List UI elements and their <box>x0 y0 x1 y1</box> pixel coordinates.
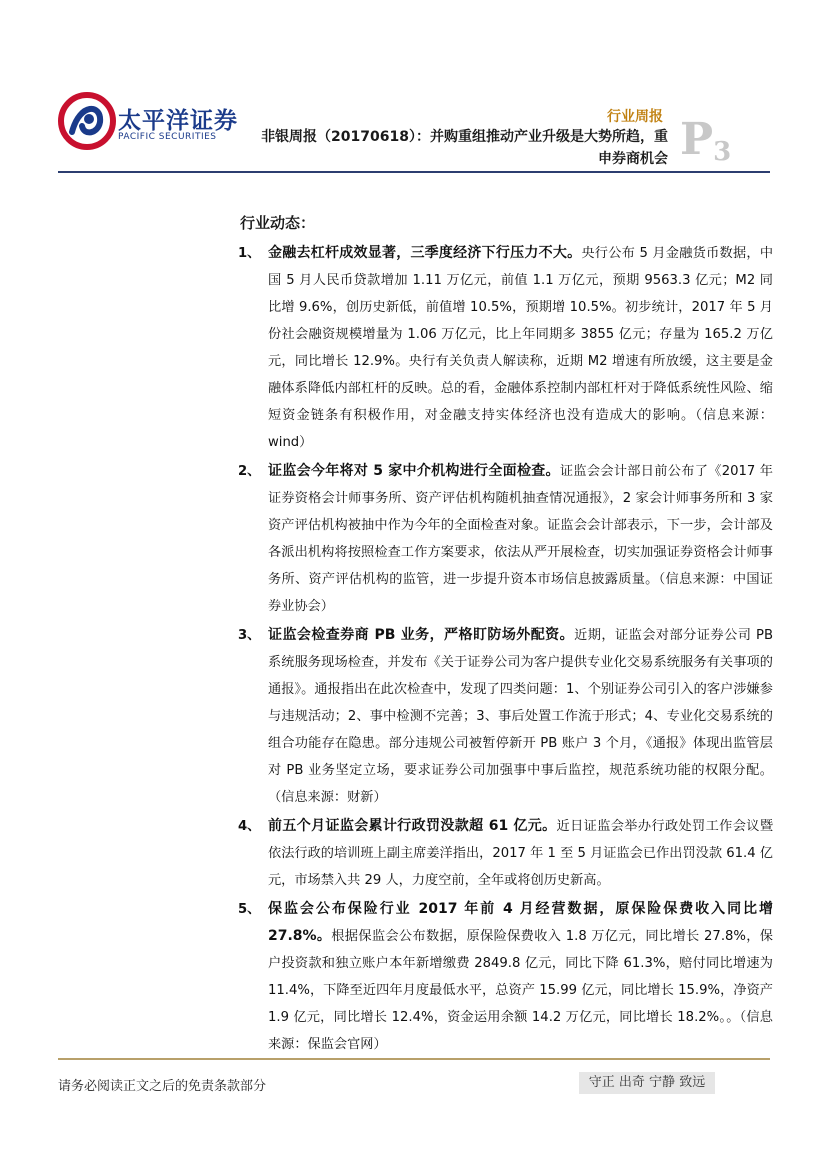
item-body: 根据保监会公布数据，原保险保费收入 1.8 万亿元，同比增长 27.8%，保户投资款和独立账户本年新增缴费 2849.8 亿元，同比下降 61.3%，赔付同比增速为 11.4%，下降至近四年月度最低水平，总资产 15.99 亿元，同比增长 15.9%，净资产 1.9 亿元，同比增长 12.4%，资金运用余额 14.2 万亿元，同比增长 18.2%。。（信息来源：保监会官网） <box>268 929 773 1052</box>
disclaimer-note: 请务必阅读正文之后的免责条款部分 <box>58 1079 267 1094</box>
item-number: 3、 <box>238 628 261 643</box>
item-body: 近期，证监会对部分证券公司 PB 系统服务现场检查，并发布《关于证券公司为客户提供专业化交易系统服务有关事项的通报》。通报指出在此次检查中，发现了四类问题：1、个别证券公司引入的客户涉嫌参与违规活动；2、事中检测不完善；3、事后处置工作流于形式；4、专业化交易系统的组合功能存在隐患。部分违规公司被暂停新开 PB 账户 3 个月，《通报》体现出监管层对 PB 业务坚定立场，要求证券公司加强事中事后监控，规范系统功能的权限分配。（信息来源：财新） <box>268 628 773 805</box>
item-body: 近日证监会举办行政处罚工作会议暨依法行政的培训班上副主席姜洋指出，2017 年 1 至 5 月证监会已作出罚没款 61.4 亿元，市场禁入共 29 人，力度空前，全年或将创历史新高。 <box>268 819 774 888</box>
item-body: 央行公布 5 月金融货币数据，中国 5 月人民币贷款增加 1.11 万亿元，前值 1.1 万亿元，预期 9563.3 亿元；M2 同比增 9.6%，创历史新低，前值增 10.5%，预期增 10.5%。初步统计，2017 年 5 月份社会融资规模增量为 1.06 万亿元，比上年同期多 3855 亿元；存量为 165.2 万亿元，同比增长 12.9%。央行有关负责人解读称，近期 M2 增速有所放缓，这主要是金融体系降低内部杠杆的反映。总的看，金融体系控制内部杠杆对于降低系统性风险、缩短资金链条有积极作用，对金融支持实体经济也没有造成大的影响。（信息来源：wind） <box>268 246 774 450</box>
item-number: 1、 <box>238 246 261 261</box>
item-headline: 前五个月证监会累计行政罚没款超 61 亿元。 <box>268 818 557 834</box>
footer-divider <box>58 1058 770 1060</box>
item-body: 证监会会计部日前公布了《2017 年证券资格会计师事务所、资产评估机构随机抽查情况通报》，2 家会计师事务所和 3 家资产评估机构被抽中作为今年的全面检查对象。证监会会计部表示，下一步，会计部及各派出机构将按照检查工作方案要求，依法从严开展检查，切实加强证券资格会计师事务所、资产评估机构的监管，进一步提升资本市场信息披露质量。（信息来源：中国证券业协会） <box>268 464 773 614</box>
list-item <box>238 813 773 894</box>
item-number: 4、 <box>238 819 261 834</box>
header-divider <box>58 171 770 173</box>
news-list <box>238 240 773 1060</box>
item-headline: 证监会检查券商 PB 业务，严格盯防场外配资。 <box>268 627 575 643</box>
page-number <box>680 114 731 165</box>
report-title: 非银周报（20170618）：并购重组推动产业升级是大势所趋，重申券商机会 <box>261 129 668 167</box>
list-item <box>238 458 773 620</box>
logo-english-name: PACIFIC SECURITIES <box>118 132 217 142</box>
report-type-tag: 行业周报 <box>607 109 663 125</box>
item-headline: 保监会公布保险行业 2017 年前 4 月经营数据，原保险保费收入同比增 27.8%。 <box>268 901 773 944</box>
list-item <box>238 240 773 456</box>
page-letter: P <box>680 114 714 165</box>
logo-chinese-name: 太平洋证券 <box>118 108 238 134</box>
company-slogan: 守正 出奇 宁静 致远 <box>579 1072 715 1094</box>
company-logo <box>58 92 238 152</box>
item-number: 5、 <box>238 902 261 917</box>
section-title: 行业动态： <box>240 214 316 232</box>
list-item <box>238 622 773 811</box>
list-item <box>238 896 773 1058</box>
item-headline: 金融去杠杆成效显著，三季度经济下行压力不大。 <box>268 245 582 261</box>
item-headline: 证监会今年将对 5 家中介机构进行全面检查。 <box>268 463 560 479</box>
page-number-digit: 3 <box>713 137 732 167</box>
item-number: 2、 <box>238 464 261 479</box>
pacific-securities-logo-icon <box>58 92 116 150</box>
